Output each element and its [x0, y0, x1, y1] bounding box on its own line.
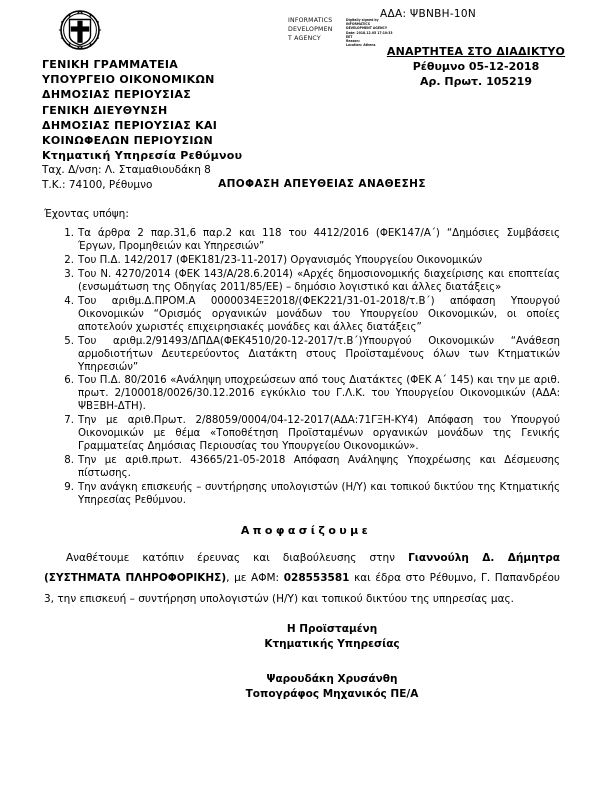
- list-item-text: Την με αριθ.Πρωτ. 2/88059/0004/04-12-2017(ΑΔΑ:71ΓΞΗ-ΚΥ4) Απόφαση του Υπουργού Οικονομικών με θέμα «Τοποθέτηση Προϊσταμένων οργανικών μονάδων της Γενικής Γραμματείας Δημόσιας Περιουσίας του Υπουργείου Οικονομικών».: [78, 415, 560, 453]
- list-item: [44, 455, 560, 481]
- list-item-number: 9.: [64, 482, 74, 494]
- signatory-role: [0, 622, 612, 651]
- list-item-text: Του αριθμ.2/91493/ΔΠΔΑ(ΦΕΚ4510/20-12-2017/τ.Β΄)Υπουργού Οικονομικών “Ανάθεση αρμοδιοτήτων Δευτερεύοντος Διατάκτη στους Προϊσταμένους όλων των Κτηματικών Υπηρεσιών”: [78, 335, 560, 373]
- authority-line-1: ΓΕΝΙΚΗ ΓΡΑΜΜΑΤΕΙΑ: [42, 58, 179, 71]
- list-item: [44, 375, 560, 414]
- list-item-text: Την με αριθ.πρωτ. 43665/21-05-2018 Απόφαση Ανάληψης Υποχρέωσης και Δέσμευσης πίστωσης.: [78, 455, 560, 480]
- decision-heading: Αποφασίζουμε: [240, 524, 372, 537]
- preamble-text: Έχοντας υπόψη:: [44, 208, 129, 220]
- decision-body-part-2: , με ΑΦΜ:: [226, 572, 284, 585]
- authority-line-3: ΔΗΜΟΣΙΑΣ ΠΕΡΙΟΥΣΙΑΣ: [42, 88, 192, 102]
- signatory-title: Τοπογράφος Μηχανικός ΠΕ/Α: [245, 687, 419, 700]
- issuing-authority-block: [42, 57, 342, 192]
- list-item-number: 2.: [64, 254, 74, 266]
- ada-code: ΑΔΑ: ΨΒΝΒΗ-10Ν: [380, 8, 477, 20]
- authority-line-2: ΥΠΟΥΡΓΕΙΟ ΟΙΚΟΝΟΜΙΚΩΝ: [42, 73, 215, 87]
- list-item: [44, 336, 560, 375]
- contractor-name: Γιαννούλη Δ. Δήμητρα (ΣΥΣΤΗΜΑΤΑ ΠΛΗΡΟΦΟΡΙΚΗΣ): [44, 552, 560, 585]
- list-item-text: Του αριθμ.Δ.ΠΡΟΜ.Α 0000034ΕΞ2018/(ΦΕΚ221/31-01-2018/τ.Β΄) απόφαση Υπουργού Οικονομικών “Ορισμός οργανικών μονάδων του Υπουργείου Οικονομικών, οι οποίες αποτελούν χωριστές επιχειρησιακές μονάδες και άλλες διατάξεις”: [78, 295, 560, 333]
- authority-postcode: Τ.Κ.: 74100, Ρέθυμνο: [42, 178, 153, 191]
- list-item-number: 5.: [64, 335, 74, 347]
- authority-line-6: ΚΟΙΝΩΦΕΛΩΝ ΠΕΡΙΟΥΣΙΩΝ: [42, 133, 213, 147]
- list-item: [44, 296, 560, 335]
- signatory-role-line-2: Κτηματικής Υπηρεσίας: [264, 637, 400, 650]
- place-and-date: Ρέθυμνο 05-12-2018: [412, 59, 540, 73]
- hellenic-republic-coat-of-arms-icon: [58, 8, 102, 52]
- decision-body-part-1: Αναθέτουμε κατόπιν έρευνας και διαβούλευσης στην: [66, 552, 409, 564]
- list-item-number: 6.: [64, 375, 74, 387]
- list-item: [44, 269, 560, 295]
- list-item: [44, 228, 560, 254]
- legal-basis-list: [44, 228, 560, 509]
- list-item: [44, 482, 560, 508]
- list-item-text: Την ανάγκη επισκευής – συντήρησης υπολογιστών (Η/Υ) και τοπικού δικτύου της Κτηματικής Υπηρεσίας Ρεθύμνου.: [78, 482, 560, 507]
- decision-body-part-3: και έδρα στο Ρέθυμνο, Γ. Παπανδρέου 3, την επισκευή – συντήρηση υπολογιστών (Η/Υ) και τοπικού δικτύου της υπηρεσίας μας.: [44, 572, 561, 605]
- stamp-line-1: INFORMATICS: [288, 17, 333, 24]
- list-item: [44, 255, 560, 268]
- stamp-detail-6: Reason:: [346, 38, 360, 43]
- stamp-line-2: DEVELOPMEN: [288, 25, 333, 33]
- authority-address: Ταχ. Δ/νση: Λ. Σταμαθιουδάκη 8: [42, 164, 211, 177]
- list-item-number: 7.: [64, 415, 74, 427]
- list-item-text: Τα άρθρα 2 παρ.31,6 παρ.2 και 118 του 4412/2016 (ΦΕΚ147/Α΄) “Δημόσιες Συμβάσεις Έργων, Προμηθειών και Υπηρεσιών”: [78, 228, 560, 252]
- stamp-agency-name: [288, 17, 346, 44]
- list-item-number: 3.: [64, 268, 74, 280]
- list-item-number: 4.: [64, 295, 74, 307]
- list-item-text: Του Ν. 4270/2014 (ΦΕΚ 143/Α/28.6.2014) «Αρχές δημοσιονομικής διαχείρισης και εποπτείας (ενσωμάτωση της Οδηγίας 2011/85/ΕΕ) – δημόσιο λογιστικό και άλλες διατάξεις»: [78, 268, 560, 293]
- authority-office: Κτηματική Υπηρεσία Ρεθύμνου: [42, 149, 243, 163]
- stamp-line-3: T AGENCY: [288, 34, 321, 42]
- stamp-detail-2: INFORMATICS: [346, 22, 370, 27]
- stamp-detail-1: Digitally signed by: [346, 18, 379, 22]
- publication-notice: ΑΝΑΡΤΗΤΕΑ ΣΤΟ ΔΙΑΔΙΚΤΥΟ: [386, 45, 566, 58]
- list-item-text: Του Π.Δ. 80/2016 «Ανάληψη υποχρεώσεων από τους Διατάκτες (ΦΕΚ Α΄ 145) και την με αριθ. πρωτ. 2/100018/0026/30.12.2016 εγκύκλιο του Γ.Λ.Κ. του Υπουργείου Οικονομικών (ΑΔΑ: ΨΒΞΒΗ-ΔΤΗ).: [78, 375, 560, 413]
- list-item-number: 8.: [64, 455, 74, 467]
- list-item-text: Του Π.Δ. 142/2017 (ΦΕΚ181/23-11-2017) Οργανισμός Υπουργείου Οικονομικών: [78, 254, 483, 266]
- signatory-role-line-1: Η Προϊσταμένη: [286, 623, 378, 635]
- authority-line-4: ΓΕΝΙΚΗ ΔΙΕΥΘΥΝΣΗ: [42, 103, 168, 117]
- stamp-detail-7: Location: Athens: [346, 43, 376, 48]
- stamp-detail-5: EET: [346, 34, 353, 39]
- contractor-tax-id: 028553581: [283, 572, 350, 585]
- decision-body: [44, 548, 560, 609]
- stamp-detail-4: Date: 2018.12.05 17:10:33: [346, 30, 393, 35]
- signatory-identity: [0, 672, 612, 701]
- authority-line-5: ΔΗΜΟΣΙΑΣ ΠΕΡΙΟΥΣΙΑΣ ΚΑΙ: [42, 118, 218, 132]
- stamp-detail-3: DEVELOPMENT AGENCY: [346, 26, 388, 31]
- document-reference-block: [352, 45, 600, 90]
- stamp-signature-details: [346, 18, 402, 47]
- list-item: [44, 415, 560, 454]
- list-item-number: 1.: [64, 228, 74, 239]
- protocol-number: Αρ. Πρωτ. 105219: [420, 74, 532, 88]
- signatory-name: Ψαρουδάκη Χρυσάνθη: [266, 673, 398, 685]
- page-title: ΑΠΟΦΑΣΗ ΑΠΕΥΘΕΙΑΣ ΑΝΑΘΕΣΗΣ: [218, 178, 426, 190]
